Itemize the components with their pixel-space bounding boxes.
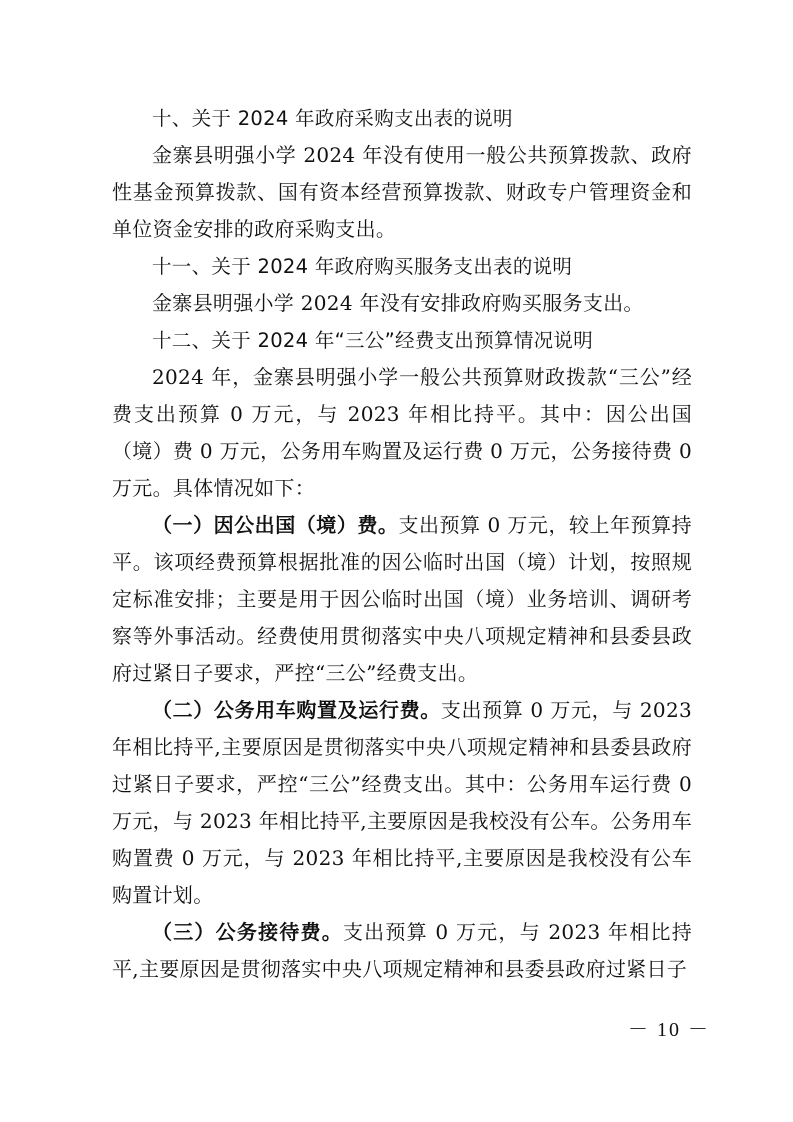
- paragraph-lead: （一）因公出国（境）费。: [152, 513, 399, 537]
- section-heading: 十、关于 2024 年政府采购支出表的说明: [152, 107, 513, 130]
- paragraph-lead: （三）公务接待费。: [152, 920, 343, 944]
- paragraph-text: 金寨县明强小学 2024 年没有安排政府购买服务支出。: [152, 291, 644, 315]
- section-heading: 十二、关于 2024 年“三公”经费支出预算情况说明: [152, 329, 594, 352]
- paragraph-text: 支出预算 0 万元，与 2023 年相比持平,主要原因是贯彻落实中央八项规定精神和县委县政府过紧日子要求，严控“三公”经费支出。其中：公务用车运行费 0 万元，与 2023 年相比持平,主要原因是我校没有公车。公务用车购置费 0 万元，与 2023 年相比持平,主要原因是我校没有公车购置计划。: [112, 698, 693, 907]
- paragraph-text: 支出预算 0 万元，与 2023 年相比持平,主要原因是贯彻落实中央八项规定精神和县委县政府过紧日子: [112, 920, 693, 981]
- paragraph-text: 2024 年，金寨县明强小学一般公共预算财政拨款“三公”经费支出预算 0 万元，与 2023 年相比持平。其中：因公出国（境）费 0 万元，公务用车购置及运行费 0 万元，公务接待费 0 万元。具体情况如下：: [112, 365, 692, 500]
- paragraph: [112, 692, 692, 914]
- paragraph: [112, 137, 692, 248]
- paragraph: [112, 285, 692, 322]
- paragraph: [112, 359, 692, 507]
- paragraph-lead: （二）公务用车购置及运行费。: [152, 698, 441, 722]
- page-number: － 10 －: [628, 1019, 710, 1041]
- section-heading: 十一、关于 2024 年政府购买服务支出表的说明: [152, 255, 573, 278]
- paragraph: [112, 914, 692, 988]
- paragraph: [112, 507, 692, 692]
- document-body: [112, 100, 692, 988]
- paragraph-text: 金寨县明强小学 2024 年没有使用一般公共预算拨款、政府性基金预算拨款、国有资本经营预算拨款、财政专户管理资金和单位资金安排的政府采购支出。: [112, 143, 692, 241]
- paragraph-text: 支出预算 0 万元，较上年预算持平。该项经费预算根据批准的因公临时出国（境）计划，按照规定标准安排；主要是用于因公临时出国（境）业务培训、调研考察等外事活动。经费使用贯彻落实中央八项规定精神和县委县政府过紧日子要求，严控“三公”经费支出。: [112, 513, 692, 685]
